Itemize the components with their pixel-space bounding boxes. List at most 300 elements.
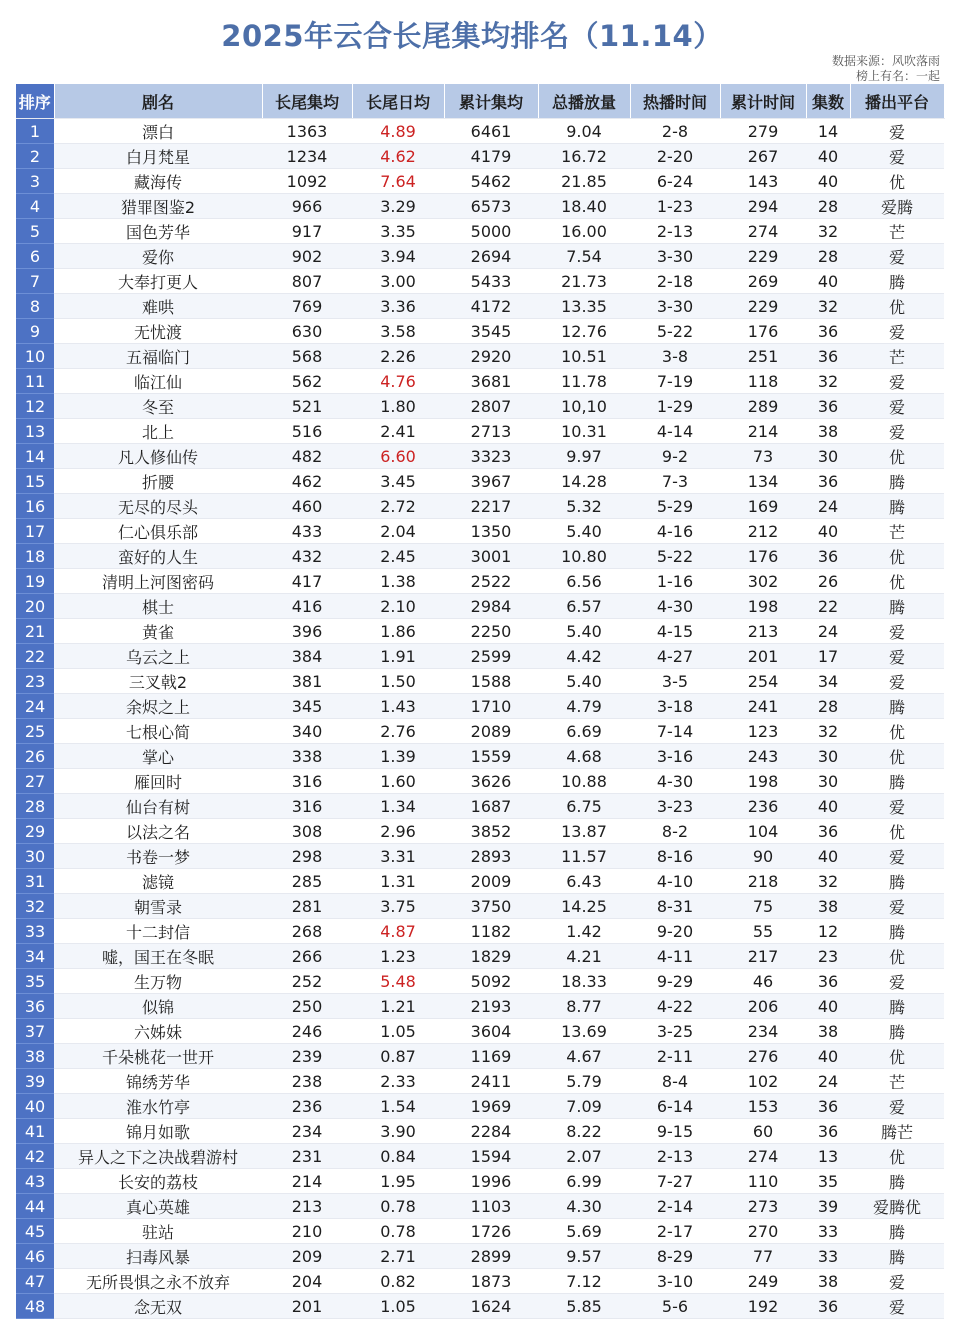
- rank-cell: 19: [16, 569, 54, 594]
- total-plays-cell: 4.68: [538, 744, 630, 769]
- episodes-cell: 40: [806, 169, 850, 194]
- episodes-cell: 40: [806, 144, 850, 169]
- total-plays-cell: 5.40: [538, 669, 630, 694]
- total-plays-cell: 7.54: [538, 244, 630, 269]
- longtail-avg-cell: 460: [262, 494, 352, 519]
- rank-cell: 48: [16, 1294, 54, 1319]
- rank-cell: 47: [16, 1269, 54, 1294]
- longtail-daily-cell: 3.29: [352, 194, 444, 219]
- airing-date-cell: 1-29: [630, 394, 720, 419]
- platform-cell: 腾: [850, 919, 944, 944]
- rank-cell: 9: [16, 319, 54, 344]
- total-plays-cell: 5.69: [538, 1219, 630, 1244]
- total-plays-cell: 11.57: [538, 844, 630, 869]
- episodes-cell: 28: [806, 694, 850, 719]
- longtail-avg-cell: 340: [262, 719, 352, 744]
- rank-cell: 44: [16, 1194, 54, 1219]
- table-row: [16, 194, 944, 219]
- total-plays-cell: 6.57: [538, 594, 630, 619]
- title-cell: 漂白: [54, 119, 262, 144]
- platform-cell: 优: [850, 169, 944, 194]
- longtail-avg-cell: 562: [262, 369, 352, 394]
- platform-cell: 优: [850, 944, 944, 969]
- total-plays-cell: 5.85: [538, 1294, 630, 1319]
- cumulative-avg-cell: 2893: [444, 844, 538, 869]
- rank-cell: 8: [16, 294, 54, 319]
- total-plays-cell: 14.28: [538, 469, 630, 494]
- table-row: [16, 1069, 944, 1094]
- cumulative-avg-cell: 2411: [444, 1069, 538, 1094]
- title-cell: 蛮好的人生: [54, 544, 262, 569]
- rank-cell: 10: [16, 344, 54, 369]
- data-source-label: 数据来源：风吹落雨: [831, 54, 940, 68]
- airing-date-cell: 8-31: [630, 894, 720, 919]
- rank-cell: 36: [16, 994, 54, 1019]
- longtail-avg-cell: 630: [262, 319, 352, 344]
- table-row: [16, 269, 944, 294]
- table-row: [16, 994, 944, 1019]
- table-row: [16, 369, 944, 394]
- longtail-avg-cell: 204: [262, 1269, 352, 1294]
- table-row: [16, 1219, 944, 1244]
- platform-cell: 腾: [850, 1244, 944, 1269]
- longtail-avg-cell: 234: [262, 1119, 352, 1144]
- column-header-airing-date: 热播时间: [630, 84, 720, 119]
- longtail-daily-cell: 3.45: [352, 469, 444, 494]
- airing-date-cell: 2-13: [630, 1144, 720, 1169]
- longtail-avg-cell: 966: [262, 194, 352, 219]
- longtail-avg-cell: 1234: [262, 144, 352, 169]
- airing-date-cell: 9-20: [630, 919, 720, 944]
- title-cell: 七根心简: [54, 719, 262, 744]
- episodes-cell: 30: [806, 769, 850, 794]
- title-cell: 十二封信: [54, 919, 262, 944]
- longtail-avg-cell: 769: [262, 294, 352, 319]
- platform-cell: 芒: [850, 219, 944, 244]
- cumulative-days-cell: 73: [720, 444, 806, 469]
- cumulative-days-cell: 243: [720, 744, 806, 769]
- longtail-avg-cell: 521: [262, 394, 352, 419]
- table-row: [16, 1294, 944, 1319]
- platform-cell: 爱: [850, 894, 944, 919]
- episodes-cell: 40: [806, 519, 850, 544]
- title-cell: 异人之下之决战碧游村: [54, 1144, 262, 1169]
- cumulative-days-cell: 60: [720, 1119, 806, 1144]
- rank-cell: 28: [16, 794, 54, 819]
- cumulative-days-cell: 169: [720, 494, 806, 519]
- platform-cell: 爱: [850, 844, 944, 869]
- episodes-cell: 30: [806, 744, 850, 769]
- rank-cell: 35: [16, 969, 54, 994]
- rank-cell: 3: [16, 169, 54, 194]
- longtail-daily-cell: 2.76: [352, 719, 444, 744]
- platform-cell: 爱: [850, 244, 944, 269]
- cumulative-days-cell: 274: [720, 219, 806, 244]
- platform-cell: 爱: [850, 969, 944, 994]
- title-cell: 棋士: [54, 594, 262, 619]
- longtail-daily-cell: 3.36: [352, 294, 444, 319]
- rank-cell: 34: [16, 944, 54, 969]
- title-cell: 乌云之上: [54, 644, 262, 669]
- cumulative-avg-cell: 1687: [444, 794, 538, 819]
- cumulative-avg-cell: 1594: [444, 1144, 538, 1169]
- title-cell: 凡人修仙传: [54, 444, 262, 469]
- cumulative-avg-cell: 2920: [444, 344, 538, 369]
- longtail-avg-cell: 396: [262, 619, 352, 644]
- total-plays-cell: 6.56: [538, 569, 630, 594]
- table-row: [16, 719, 944, 744]
- cumulative-avg-cell: 1559: [444, 744, 538, 769]
- longtail-daily-cell: 3.31: [352, 844, 444, 869]
- airing-date-cell: 4-10: [630, 869, 720, 894]
- longtail-daily-cell: 3.58: [352, 319, 444, 344]
- airing-date-cell: 2-18: [630, 269, 720, 294]
- total-plays-cell: 5.32: [538, 494, 630, 519]
- episodes-cell: 36: [806, 344, 850, 369]
- rank-cell: 15: [16, 469, 54, 494]
- title-cell: 仁心俱乐部: [54, 519, 262, 544]
- cumulative-days-cell: 118: [720, 369, 806, 394]
- cumulative-avg-cell: 2713: [444, 419, 538, 444]
- title-cell: 无忧渡: [54, 319, 262, 344]
- cumulative-avg-cell: 4172: [444, 294, 538, 319]
- platform-cell: 优: [850, 444, 944, 469]
- episodes-cell: 34: [806, 669, 850, 694]
- title-cell: 清明上河图密码: [54, 569, 262, 594]
- table-row: [16, 944, 944, 969]
- episodes-cell: 17: [806, 644, 850, 669]
- total-plays-cell: 16.72: [538, 144, 630, 169]
- episodes-cell: 38: [806, 1019, 850, 1044]
- longtail-daily-cell: 1.05: [352, 1294, 444, 1319]
- cumulative-avg-cell: 2807: [444, 394, 538, 419]
- title-cell: 书卷一梦: [54, 844, 262, 869]
- total-plays-cell: 11.78: [538, 369, 630, 394]
- title-cell: 藏海传: [54, 169, 262, 194]
- cumulative-avg-cell: 1350: [444, 519, 538, 544]
- episodes-cell: 24: [806, 1069, 850, 1094]
- episodes-cell: 24: [806, 619, 850, 644]
- airing-date-cell: 8-29: [630, 1244, 720, 1269]
- cumulative-avg-cell: 1829: [444, 944, 538, 969]
- total-plays-cell: 10.88: [538, 769, 630, 794]
- total-plays-cell: 21.73: [538, 269, 630, 294]
- platform-cell: 爱: [850, 1094, 944, 1119]
- rank-cell: 29: [16, 819, 54, 844]
- total-plays-cell: 8.22: [538, 1119, 630, 1144]
- cumulative-avg-cell: 2522: [444, 569, 538, 594]
- column-header-longtail-daily: 长尾日均: [352, 84, 444, 119]
- cumulative-avg-cell: 3001: [444, 544, 538, 569]
- rank-cell: 42: [16, 1144, 54, 1169]
- longtail-daily-cell: 2.72: [352, 494, 444, 519]
- platform-cell: 爱: [850, 319, 944, 344]
- episodes-cell: 40: [806, 844, 850, 869]
- column-header-title: 剧名: [54, 84, 262, 119]
- episodes-cell: 36: [806, 394, 850, 419]
- longtail-daily-cell: 3.00: [352, 269, 444, 294]
- longtail-daily-cell: 0.87: [352, 1044, 444, 1069]
- total-plays-cell: 4.30: [538, 1194, 630, 1219]
- longtail-daily-cell: 1.86: [352, 619, 444, 644]
- total-plays-cell: 10.51: [538, 344, 630, 369]
- longtail-daily-cell: 1.95: [352, 1169, 444, 1194]
- platform-cell: 腾: [850, 269, 944, 294]
- episodes-cell: 36: [806, 969, 850, 994]
- table-row: [16, 794, 944, 819]
- rank-cell: 14: [16, 444, 54, 469]
- airing-date-cell: 3-18: [630, 694, 720, 719]
- table-row: [16, 1144, 944, 1169]
- cumulative-days-cell: 274: [720, 1144, 806, 1169]
- cumulative-days-cell: 212: [720, 519, 806, 544]
- cumulative-avg-cell: 1588: [444, 669, 538, 694]
- total-plays-cell: 5.79: [538, 1069, 630, 1094]
- cumulative-avg-cell: 6461: [444, 119, 538, 144]
- airing-date-cell: 9-15: [630, 1119, 720, 1144]
- airing-date-cell: 2-11: [630, 1044, 720, 1069]
- longtail-avg-cell: 250: [262, 994, 352, 1019]
- cumulative-days-cell: 214: [720, 419, 806, 444]
- title-cell: 大奉打更人: [54, 269, 262, 294]
- cumulative-avg-cell: 1710: [444, 694, 538, 719]
- rank-cell: 25: [16, 719, 54, 744]
- cumulative-days-cell: 123: [720, 719, 806, 744]
- airing-date-cell: 9-2: [630, 444, 720, 469]
- episodes-cell: 38: [806, 1269, 850, 1294]
- column-header-rank: 排序: [16, 84, 54, 119]
- airing-date-cell: 6-24: [630, 169, 720, 194]
- longtail-daily-cell: 1.38: [352, 569, 444, 594]
- longtail-avg-cell: 213: [262, 1194, 352, 1219]
- airing-date-cell: 8-4: [630, 1069, 720, 1094]
- rank-cell: 2: [16, 144, 54, 169]
- total-plays-cell: 4.79: [538, 694, 630, 719]
- cumulative-avg-cell: 2284: [444, 1119, 538, 1144]
- rank-cell: 23: [16, 669, 54, 694]
- cumulative-days-cell: 198: [720, 594, 806, 619]
- platform-cell: 爱腾: [850, 194, 944, 219]
- episodes-cell: 28: [806, 244, 850, 269]
- column-header-episodes: 集数: [806, 84, 850, 119]
- cumulative-avg-cell: 2089: [444, 719, 538, 744]
- longtail-avg-cell: 433: [262, 519, 352, 544]
- longtail-avg-cell: 432: [262, 544, 352, 569]
- table-row: [16, 1194, 944, 1219]
- table-row: [16, 569, 944, 594]
- cumulative-avg-cell: 1182: [444, 919, 538, 944]
- total-plays-cell: 4.67: [538, 1044, 630, 1069]
- cumulative-days-cell: 77: [720, 1244, 806, 1269]
- title-cell: 驻站: [54, 1219, 262, 1244]
- cumulative-avg-cell: 2217: [444, 494, 538, 519]
- cumulative-days-cell: 213: [720, 619, 806, 644]
- title-cell: 长安的荔枝: [54, 1169, 262, 1194]
- cumulative-days-cell: 206: [720, 994, 806, 1019]
- longtail-avg-cell: 384: [262, 644, 352, 669]
- platform-cell: 爱: [850, 419, 944, 444]
- cumulative-days-cell: 143: [720, 169, 806, 194]
- total-plays-cell: 6.99: [538, 1169, 630, 1194]
- longtail-avg-cell: 482: [262, 444, 352, 469]
- longtail-daily-cell: 6.60: [352, 444, 444, 469]
- cumulative-days-cell: 276: [720, 1044, 806, 1069]
- longtail-daily-cell: 1.21: [352, 994, 444, 1019]
- total-plays-cell: 9.04: [538, 119, 630, 144]
- longtail-avg-cell: 236: [262, 1094, 352, 1119]
- platform-cell: 优: [850, 744, 944, 769]
- longtail-daily-cell: 2.26: [352, 344, 444, 369]
- episodes-cell: 28: [806, 194, 850, 219]
- platform-cell: 腾: [850, 1169, 944, 1194]
- total-plays-cell: 10.31: [538, 419, 630, 444]
- total-plays-cell: 13.87: [538, 819, 630, 844]
- cumulative-avg-cell: 3626: [444, 769, 538, 794]
- title-cell: 嘘，国王在冬眠: [54, 944, 262, 969]
- episodes-cell: 32: [806, 219, 850, 244]
- title-cell: 黄雀: [54, 619, 262, 644]
- airing-date-cell: 4-14: [630, 419, 720, 444]
- longtail-avg-cell: 266: [262, 944, 352, 969]
- longtail-daily-cell: 1.05: [352, 1019, 444, 1044]
- airing-date-cell: 4-22: [630, 994, 720, 1019]
- title-cell: 国色芳华: [54, 219, 262, 244]
- airing-date-cell: 3-5: [630, 669, 720, 694]
- airing-date-cell: 7-3: [630, 469, 720, 494]
- platform-cell: 爱: [850, 394, 944, 419]
- table-row: [16, 969, 944, 994]
- episodes-cell: 40: [806, 794, 850, 819]
- rank-cell: 26: [16, 744, 54, 769]
- airing-date-cell: 3-23: [630, 794, 720, 819]
- platform-cell: 优: [850, 544, 944, 569]
- title-cell: 锦绣芳华: [54, 1069, 262, 1094]
- rank-cell: 13: [16, 419, 54, 444]
- cumulative-avg-cell: 3604: [444, 1019, 538, 1044]
- episodes-cell: 33: [806, 1244, 850, 1269]
- platform-cell: 优: [850, 719, 944, 744]
- rank-cell: 40: [16, 1094, 54, 1119]
- airing-date-cell: 2-14: [630, 1194, 720, 1219]
- cumulative-avg-cell: 5000: [444, 219, 538, 244]
- longtail-daily-cell: 2.41: [352, 419, 444, 444]
- airing-date-cell: 4-16: [630, 519, 720, 544]
- longtail-daily-cell: 4.87: [352, 919, 444, 944]
- longtail-avg-cell: 238: [262, 1069, 352, 1094]
- cumulative-avg-cell: 2193: [444, 994, 538, 1019]
- total-plays-cell: 13.35: [538, 294, 630, 319]
- platform-cell: 爱: [850, 619, 944, 644]
- cumulative-days-cell: 267: [720, 144, 806, 169]
- cumulative-avg-cell: 1873: [444, 1269, 538, 1294]
- table-row: [16, 869, 944, 894]
- table-header-row: [16, 84, 944, 119]
- longtail-avg-cell: 1363: [262, 119, 352, 144]
- airing-date-cell: 3-30: [630, 294, 720, 319]
- airing-date-cell: 6-14: [630, 1094, 720, 1119]
- title-cell: 淮水竹亭: [54, 1094, 262, 1119]
- cumulative-avg-cell: 3323: [444, 444, 538, 469]
- table-row: [16, 294, 944, 319]
- cumulative-avg-cell: 5092: [444, 969, 538, 994]
- total-plays-cell: 1.42: [538, 919, 630, 944]
- airing-date-cell: 7-19: [630, 369, 720, 394]
- longtail-daily-cell: 1.39: [352, 744, 444, 769]
- table-row: [16, 769, 944, 794]
- platform-cell: 优: [850, 294, 944, 319]
- rank-cell: 46: [16, 1244, 54, 1269]
- airing-date-cell: 2-13: [630, 219, 720, 244]
- episodes-cell: 36: [806, 819, 850, 844]
- airing-date-cell: 7-14: [630, 719, 720, 744]
- airing-date-cell: 4-27: [630, 644, 720, 669]
- episodes-cell: 36: [806, 469, 850, 494]
- airing-date-cell: 3-10: [630, 1269, 720, 1294]
- platform-cell: 芒: [850, 519, 944, 544]
- longtail-daily-cell: 1.91: [352, 644, 444, 669]
- rank-cell: 4: [16, 194, 54, 219]
- table-body: [16, 119, 944, 1319]
- longtail-avg-cell: 345: [262, 694, 352, 719]
- longtail-avg-cell: 316: [262, 769, 352, 794]
- longtail-avg-cell: 239: [262, 1044, 352, 1069]
- airing-date-cell: 3-25: [630, 1019, 720, 1044]
- longtail-daily-cell: 0.84: [352, 1144, 444, 1169]
- longtail-daily-cell: 2.96: [352, 819, 444, 844]
- cumulative-days-cell: 104: [720, 819, 806, 844]
- title-cell: 难哄: [54, 294, 262, 319]
- cumulative-avg-cell: 2250: [444, 619, 538, 644]
- total-plays-cell: 6.43: [538, 869, 630, 894]
- table-row: [16, 544, 944, 569]
- table-row: [16, 1044, 944, 1069]
- cumulative-days-cell: 201: [720, 644, 806, 669]
- cumulative-days-cell: 289: [720, 394, 806, 419]
- column-header-platform: 播出平台: [850, 84, 944, 119]
- longtail-avg-cell: 298: [262, 844, 352, 869]
- airing-date-cell: 5-22: [630, 544, 720, 569]
- episodes-cell: 23: [806, 944, 850, 969]
- episodes-cell: 39: [806, 1194, 850, 1219]
- airing-date-cell: 1-23: [630, 194, 720, 219]
- total-plays-cell: 18.33: [538, 969, 630, 994]
- longtail-daily-cell: 1.34: [352, 794, 444, 819]
- table-row: [16, 1119, 944, 1144]
- episodes-cell: 22: [806, 594, 850, 619]
- cumulative-avg-cell: 3750: [444, 894, 538, 919]
- total-plays-cell: 10.80: [538, 544, 630, 569]
- table-row: [16, 819, 944, 844]
- longtail-avg-cell: 246: [262, 1019, 352, 1044]
- longtail-avg-cell: 214: [262, 1169, 352, 1194]
- title-cell: 滤镜: [54, 869, 262, 894]
- longtail-daily-cell: 2.33: [352, 1069, 444, 1094]
- cumulative-avg-cell: 3545: [444, 319, 538, 344]
- platform-cell: 优: [850, 569, 944, 594]
- title-cell: 无所畏惧之永不放弃: [54, 1269, 262, 1294]
- column-header-total-plays: 总播放量: [538, 84, 630, 119]
- total-plays-cell: 4.21: [538, 944, 630, 969]
- cumulative-avg-cell: 5433: [444, 269, 538, 294]
- airing-date-cell: 8-2: [630, 819, 720, 844]
- airing-date-cell: 4-30: [630, 594, 720, 619]
- title-cell: 念无双: [54, 1294, 262, 1319]
- platform-cell: 腾: [850, 494, 944, 519]
- platform-cell: 腾: [850, 994, 944, 1019]
- cumulative-avg-cell: 1996: [444, 1169, 538, 1194]
- page-title: 2025年云合长尾集均排名（11.14）: [221, 19, 723, 53]
- table-row: [16, 1094, 944, 1119]
